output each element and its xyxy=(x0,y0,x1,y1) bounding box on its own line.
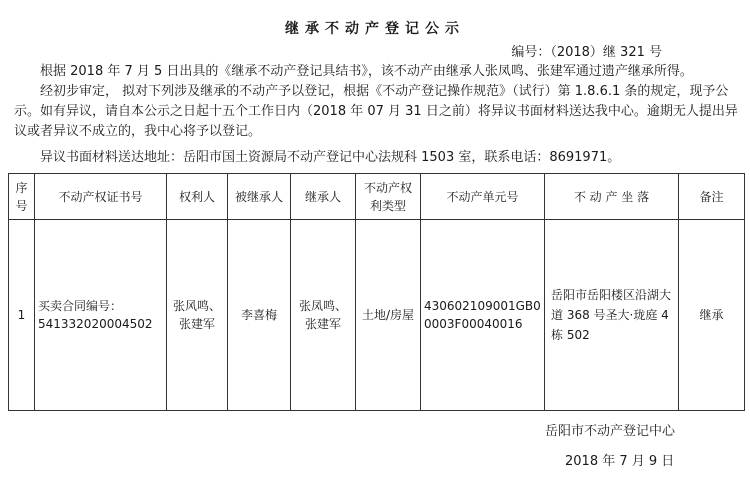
table-header-row xyxy=(9,174,745,220)
document-number: 编号：（2018）继 321 号 xyxy=(511,45,662,60)
cell-seq: 1 xyxy=(9,220,35,411)
header-remark: 备注 xyxy=(679,174,745,220)
paragraph-review: 经初步审定， 拟对下列涉及继承的不动产予以登记，根据《不动产登记操作规范》（试行）第 1.8.6.1 条的规定，现予公示。如有异议，请自本公示之日起十五个工作日内（2018 年 07 月 31 日之前）将异议书面材料送达我中心。逾期无人提出异议或者异议不成立的，我中心将予以登记。 xyxy=(14,84,738,139)
page-title: 继承不动产登记公示 xyxy=(285,21,465,37)
cell-location: 岳阳市岳阳楼区沿湖大道 368 号圣大·珑庭 4 栋 502 xyxy=(545,220,679,411)
header-holder: 权利人 xyxy=(167,174,228,220)
header-heir: 继承人 xyxy=(291,174,356,220)
issue-date: 2018 年 7 月 9 日 xyxy=(565,454,675,469)
cell-right-type: 土地/房屋 xyxy=(356,220,421,411)
property-table xyxy=(8,173,745,411)
header-seq: 序号 xyxy=(9,174,35,220)
paragraph-basis: 根据 2018 年 7 月 5 日出具的《继承不动产登记具结书》，该不动产由继承人张凤鸣、张建军通过遗产继承所得。 xyxy=(40,64,693,79)
header-cert: 不动产权证书号 xyxy=(35,174,167,220)
cell-deceased: 李喜梅 xyxy=(228,220,291,411)
table-row xyxy=(9,220,745,411)
header-deceased: 被继承人 xyxy=(228,174,291,220)
paragraph-objection-address: 异议书面材料送达地址：岳阳市国土资源局不动产登记中心法规科 1503 室，联系电话：8691971。 xyxy=(40,150,621,165)
cell-holder: 张风鸣、张建军 xyxy=(167,220,228,411)
header-right-type: 不动产权利类型 xyxy=(356,174,421,220)
cell-remark: 继承 xyxy=(679,220,745,411)
cell-cert: 买卖合同编号：541332020004502 xyxy=(35,220,167,411)
header-unit-no: 不动产单元号 xyxy=(421,174,545,220)
issuing-organization: 岳阳市不动产登记中心 xyxy=(545,424,676,439)
header-location: 不 动 产 坐 落 xyxy=(545,174,679,220)
cell-heir: 张凤鸣、张建军 xyxy=(291,220,356,411)
cell-unit-no: 430602109001GB00003F00040016 xyxy=(421,220,545,411)
